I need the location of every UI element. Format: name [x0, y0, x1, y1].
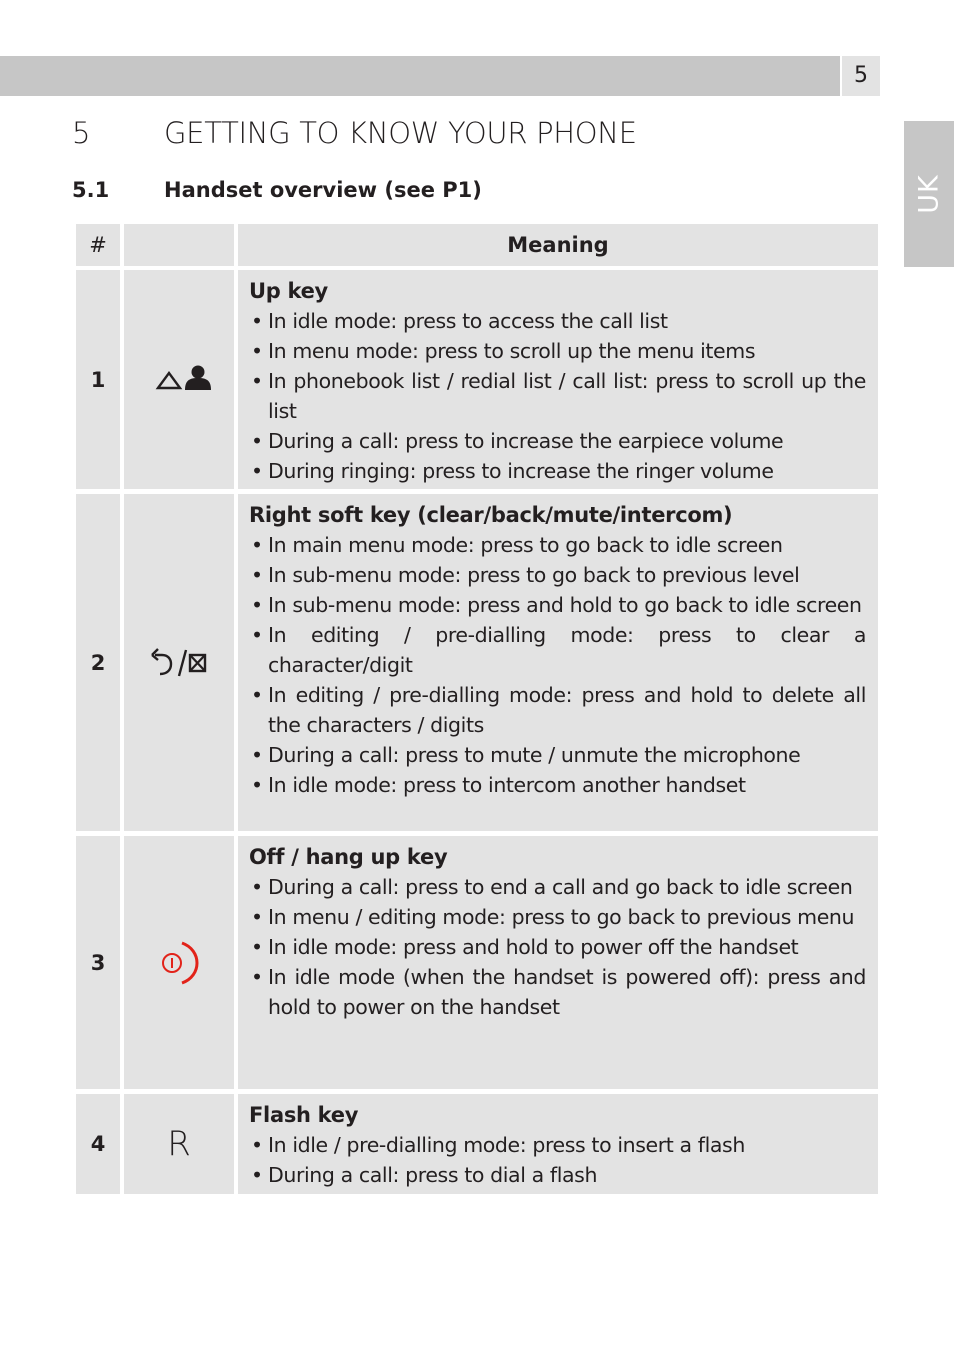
page-number: 5	[842, 56, 880, 96]
section-title: GETTING TO KNOW YOUR PHONE	[164, 116, 637, 150]
list-item: • In idle / pre-dialling mode: press to insert a flash	[249, 1130, 866, 1160]
row-meaning	[238, 494, 878, 831]
list-item: • In idle mode: press to intercom another handset	[249, 770, 866, 800]
list-item: • In menu / editing mode: press to go back to previous menu	[249, 902, 866, 932]
list-item: • In idle mode: press and hold to power off the handset	[249, 932, 866, 962]
list-item: • In idle mode: press to access the call list	[249, 306, 866, 336]
subsection-title: Handset overview (see P1)	[164, 178, 482, 202]
row-meaning	[238, 270, 878, 489]
list-item: • During a call: press to mute / unmute the microphone	[249, 740, 866, 770]
header-icon	[124, 224, 234, 266]
list-item: • In editing / pre-dialling mode: press and hold to delete all the characters / digits	[249, 680, 866, 740]
language-tab-label: UK	[913, 174, 945, 214]
list-item: • In idle mode (when the handset is powered off): press and hold to power on the handset	[249, 962, 866, 1022]
section-number: 5	[72, 116, 91, 150]
language-tab	[904, 121, 954, 267]
list-item: • During a call: press to dial a flash	[249, 1160, 866, 1190]
key-title: Off / hang up key	[249, 845, 448, 869]
key-title: Flash key	[249, 1103, 359, 1127]
list-item: • During ringing: press to increase the ringer volume	[249, 456, 866, 486]
list-item: • In phonebook list / redial list / call list: press to scroll up the list	[249, 366, 866, 426]
header-num: #	[76, 224, 120, 266]
row-meaning	[238, 1094, 878, 1194]
list-item: • During a call: press to end a call and go back to idle screen	[249, 872, 866, 902]
list-item: • In editing / pre-dialling mode: press to clear a character/digit	[249, 620, 866, 680]
list-item: • In menu mode: press to scroll up the menu items	[249, 336, 866, 366]
power-hang-up-icon	[154, 938, 204, 988]
row-icon-cell	[124, 1094, 234, 1194]
row-number: 3	[76, 836, 120, 1089]
list-item: • In sub-menu mode: press and hold to go back to idle screen	[249, 590, 866, 620]
key-title: Right soft key (clear/back/mute/intercom)	[249, 503, 733, 527]
key-functions-list	[249, 306, 866, 486]
key-title: Up key	[249, 279, 328, 303]
up-key-icon	[144, 360, 214, 400]
row-meaning	[238, 836, 878, 1089]
list-item: • In sub-menu mode: press to go back to previous level	[249, 560, 866, 590]
list-item: • In main menu mode: press to go back to idle screen	[249, 530, 866, 560]
key-functions-list	[249, 1130, 866, 1190]
row-icon-cell	[124, 494, 234, 831]
row-icon-cell	[124, 836, 234, 1089]
list-item: • During a call: press to increase the earpiece volume	[249, 426, 866, 456]
key-functions-list	[249, 872, 866, 1022]
flash-r-icon: R	[167, 1124, 191, 1164]
row-icon-cell	[124, 270, 234, 489]
key-functions-list	[249, 530, 866, 800]
row-number: 2	[76, 494, 120, 831]
back-clear-mute-icon	[149, 646, 209, 680]
subsection-number: 5.1	[72, 178, 110, 202]
row-number: 1	[76, 270, 120, 489]
header-bar	[0, 56, 840, 96]
header-meaning: Meaning	[238, 224, 878, 266]
row-number: 4	[76, 1094, 120, 1194]
